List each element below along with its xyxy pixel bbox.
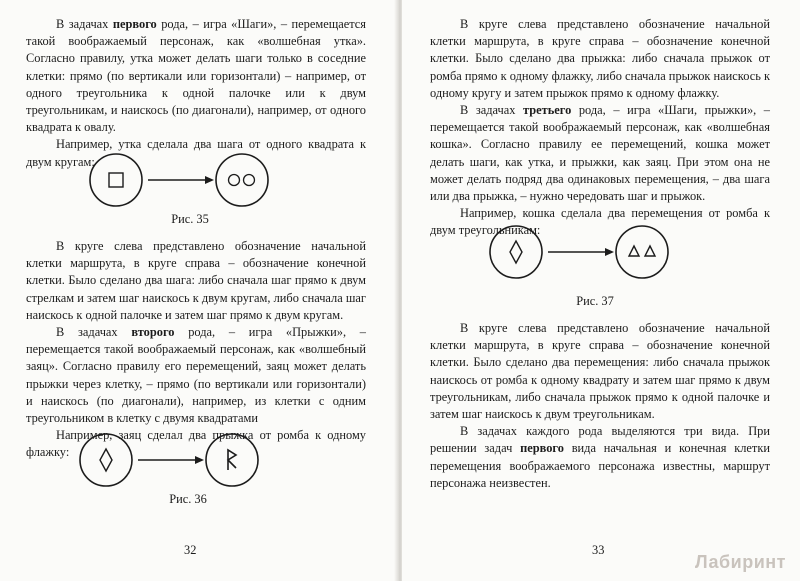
left-paragraph-duck-example: Например, утка сделала два шага от одного квадрата к двум кругам: [26, 137, 366, 169]
arrow-head-icon [205, 176, 214, 184]
left-paragraph-hare-example: Например, заяц сделал два прыжка от ромба к одному флажку: [26, 428, 366, 460]
figure-36 [76, 430, 296, 490]
left-paragraph-route-explanation: В круге слева представлено обозначение начальной клетки маршрута, в круге справа – обозначение конечной клетки. Было сделано два шага: либо сначала шаг прямо к двум стрелкам и затем шаг наискось к двум кругам, либо сначала шаг наискось к одной палочке и затем шаг прямо к двум кругам. [26, 239, 366, 322]
figure-35-caption: Рис. 35 [171, 212, 209, 226]
right-paragraph-cat-example: Например, кошка сделала два перемещения от ромба к двум треугольникам: [430, 206, 770, 238]
right-text-block-2 [430, 320, 770, 492]
figure-37 [486, 222, 706, 282]
start-circle [80, 434, 132, 486]
left-paragraph-first-kind: В задачах первого рода, – игра «Шаги», – перемещается такой воображаемый персонаж, как «волшебная утка». Согласно правилу, утка может делать шаги только в соседние клетки: прямо (по вертикали или горизонтали) – например, от одного треугольника к одной палочке или к двум треугольникам, и наискось (по диагонали), например, от одного квадрата к овалу. [26, 17, 366, 135]
figure-35 [86, 151, 306, 211]
triangle-icon [645, 246, 655, 256]
end-circle [216, 154, 268, 206]
page-number-left: 32 [184, 543, 197, 557]
right-text-block-1 [430, 16, 770, 240]
left-text-block-2 [26, 238, 366, 462]
figure-36-caption: Рис. 36 [169, 492, 207, 506]
page-number-right: 33 [592, 543, 605, 557]
right-paragraph-third-kind: В задачах третьего рода, – игра «Шаги, прыжки», – перемещается такой воображаемый персонаж, как «волшебная кошка». Согласно правилу ее перемещений, кошка может делать шаги, как утка, и прыжки, как заяц. При этом она не может делать подряд два одинаковых перемещения, – два шага или два прыжка, – нужно чередовать шаг и прыжок. [430, 103, 770, 204]
left-paragraph-second-kind: В задачах второго рода, – игра «Прыжки», – перемещается такой воображаемый персонаж, как «волшебный заяц». Согласно правилу его перемещений, заяц может делать прыжки через клетку, – прямо (по вертикали или горизонтали) и наискось (по диагонали), например, из клетки с одним треугольником в клетку с двумя квадратами [26, 325, 367, 426]
rhombus-icon [100, 449, 112, 471]
right-page [402, 0, 800, 581]
watermark-logo: Лабиринт [694, 552, 786, 572]
right-paragraph-route-explanation-2: В круге слева представлено обозначение начальной клетки маршрута, в круге справа – обозначение конечной клетки. Было сделано два перемещения: либо сначала прыжок наискось от ромба к одному квадрату и затем шаг прямо к двум треугольникам, либо сначала прыжок прямо к одной палочке и затем шаг наискось к двум треугольникам. [430, 321, 770, 422]
end-circle [206, 434, 258, 486]
start-circle [490, 226, 542, 278]
start-circle [90, 154, 142, 206]
figure-37-caption: Рис. 37 [576, 294, 614, 308]
small-circle-icon [244, 175, 255, 186]
rhombus-icon [510, 241, 522, 263]
flag-icon [228, 450, 236, 470]
left-page [0, 0, 398, 581]
arrow-head-icon [195, 456, 204, 464]
right-paragraph-route-explanation: В круге слева представлено обозначение начальной клетки маршрута, в круге справа – обозначение конечной клетки. Было сделано два прыжка: либо сначала прыжок от ромба прямо к одному флажку, либо сначала прыжок наискось к одному кругу и затем прыжок прямо к одному флажку. [430, 17, 770, 100]
end-circle [616, 226, 668, 278]
arrow-head-icon [605, 248, 614, 256]
triangle-icon [629, 246, 639, 256]
right-paragraph-three-types: В задачах каждого рода выделяются три вида. При решении задач первого вида начальная и конечная клетки перемещения воображаемого персонажа известны, маршрут персонажа неизвестен. [430, 424, 770, 490]
square-icon [109, 173, 123, 187]
small-circle-icon [229, 175, 240, 186]
left-text-block-1 [26, 16, 366, 171]
